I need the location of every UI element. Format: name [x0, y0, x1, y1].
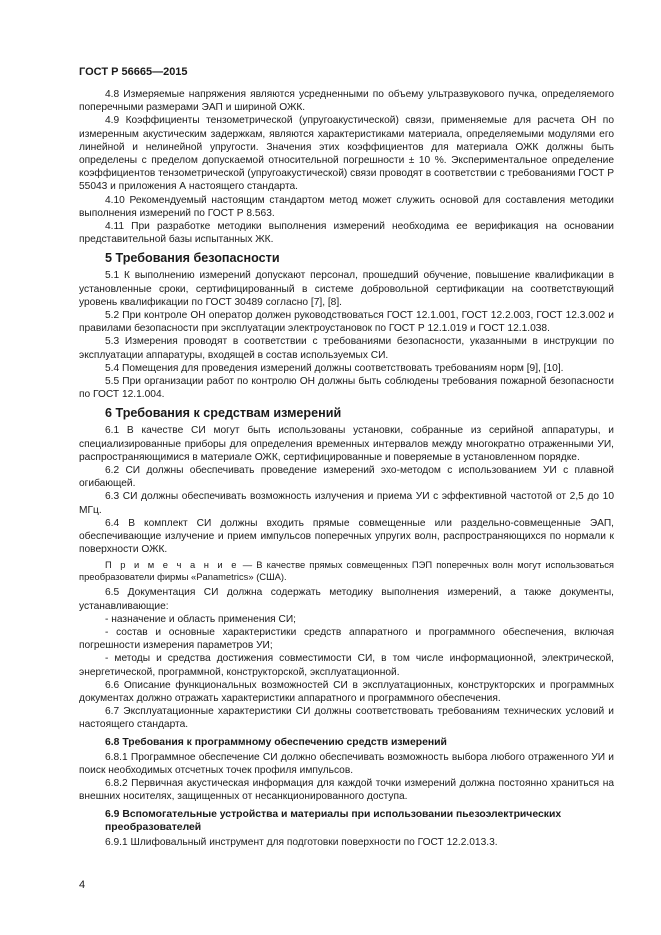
page-content: [79, 88, 614, 849]
paragraph-5-4: 5.4 Помещения для проведения измерений должны соответствовать требованиям норм [9], [10].: [105, 362, 564, 374]
note-text: — В качестве прямых совмещенных ПЭП поперечных волн могут использоваться преобразователи фирмы «Panametrics» (США).: [79, 558, 614, 582]
list-item: - назначение и область применения СИ;: [105, 613, 297, 625]
paragraph-6-8-1: 6.8.1 Программное обеспечение СИ должно обеспечивать возможность выбора любого отраженного УИ и поиск необходимых отсчетных точек профиля импульсов.: [79, 751, 614, 776]
list-item: - состав и основные характеристики средств аппаратного и программного обеспечения, включая погрешности измерения параметров УИ;: [79, 626, 614, 652]
paragraph-6-2: 6.2 СИ должны обеспечивать проведение измерений эхо-методом с использованием УИ с плавной огибающей.: [79, 465, 614, 490]
note-label: П р и м е ч а н и е: [105, 558, 239, 570]
paragraph-4-8: 4.8 Измеряемые напряжения являются усредненными по объему ультразвукового пучка, определяемого поперечными размерами ЭАП и шириной ОЖК.: [79, 89, 614, 114]
paragraph-6-9-1: 6.9.1 Шлифовальный инструмент для подготовки поверхности по ГОСТ 12.2.013.3.: [105, 836, 498, 848]
paragraph-6-1: 6.1 В качестве СИ могут быть использованы установки, собранные из серийной аппаратуры, и специализированные приборы для определения временных интервалов между многократно отраженными УИ, распространяющимися в материале ОЖК, сертифицированные и поверяемые в установленном порядке.: [79, 425, 614, 463]
paragraph-6-3: 6.3 СИ должны обеспечивать возможность излучения и приема УИ с эффективной частотой от 2,5 до 10 МГц.: [79, 491, 614, 516]
paragraph-4-10: 4.10 Рекомендуемый настоящим стандартом метод может служить основой для составления методики выполнения измерений по ГОСТ Р 8.563.: [79, 194, 614, 219]
section-6-8-title: 6.8 Требования к программному обеспечению средств измерений: [105, 736, 447, 748]
paragraph-6-6: 6.6 Описание функциональных возможностей СИ в эксплуатационных, конструкторских и программных документах должно отражать характеристики аппаратного и программного обеспечения.: [79, 679, 614, 704]
paragraph-6-7: 6.7 Эксплуатационные характеристики СИ должны соответствовать требованиям технических условий и настоящего стандарта.: [79, 706, 614, 731]
list-item: - методы и средства достижения совместимости СИ, в том числе информационной, электрической, энергетической, программной, конструкторской, эксплуатационной.: [79, 653, 614, 678]
paragraph-4-9: 4.9 Коэффициенты тензометрической (упругоакустической) связи, применяемые для расчета ОН по измеренным акустическим задержкам, являются характеристиками материала, определяемыми модулями его линейной и нелинейной упругости. Значения этих коэффициентов для материала ОЖК должны быть определены с пределом допускаемой относительной погрешности ± 10 %. Экспериментальное определение коэффициентов тензометрической (упругоакустической) связи проводят в соответствии с требованиями ГОСТ Р 55043 и приложения А настоящего стандарта.: [79, 115, 614, 193]
page-number: 4: [79, 879, 86, 891]
section-6-title: 6 Требования к средствам измерений: [105, 406, 342, 421]
paragraph-6-5: 6.5 Документация СИ должна содержать методику выполнения измерений, а также документы, устанавливающие:: [79, 587, 614, 612]
paragraph-5-3: 5.3 Измерения проводят в соответствии с требованиями безопасности, указанными в инструкции по эксплуатации аппаратуры, входящей в состав используемых СИ.: [79, 336, 614, 361]
paragraph-6-4: 6.4 В комплект СИ должны входить прямые совмещенные или раздельно-совмещенные ЭАП, обеспечивающие излучение и прием импульсов поперечных упругих волн, распространяющихся по нормали к поверхности ОЖК.: [79, 517, 614, 556]
paragraph-4-11: 4.11 При разработке методики выполнения измерений необходима ее верификация на основании представительной базы испытанных ЖК.: [79, 221, 614, 246]
paragraph-6-8-2: 6.8.2 Первичная акустическая информация для каждой точки измерений должна постоянно храниться на внешних носителях, защищенных от несанкционированного доступа.: [79, 778, 614, 803]
paragraph-5-1: 5.1 К выполнению измерений допускают персонал, прошедший обучение, повышение квалификации в установленные сроки, сертифицированный в системе добровольной сертификации на соответствующий уровень квалификации по ГОСТ 30489 согласно [7], [8].: [79, 270, 614, 308]
section-5-title: 5 Требования безопасности: [105, 251, 280, 266]
paragraph-5-5: 5.5 При организации работ по контролю ОН должны быть соблюдены требования пожарной безопасности по ГОСТ 12.1.004.: [79, 376, 614, 401]
section-6-9-title: 6.9 Вспомогательные устройства и материалы при использовании пьезоэлектрических преобразователей: [105, 808, 562, 833]
paragraph-5-2: 5.2 При контроле ОН оператор должен руководствоваться ГОСТ 12.1.001, ГОСТ 12.2.003, ГОСТ 12.3.002 и правилами безопасности при эксплуатации электроустановок по ГОСТ Р 12.1.019 и ГОСТ 12.1.038.: [79, 310, 614, 335]
note: [79, 559, 614, 584]
page-header: ГОСТ Р 56665—2015: [79, 66, 188, 78]
